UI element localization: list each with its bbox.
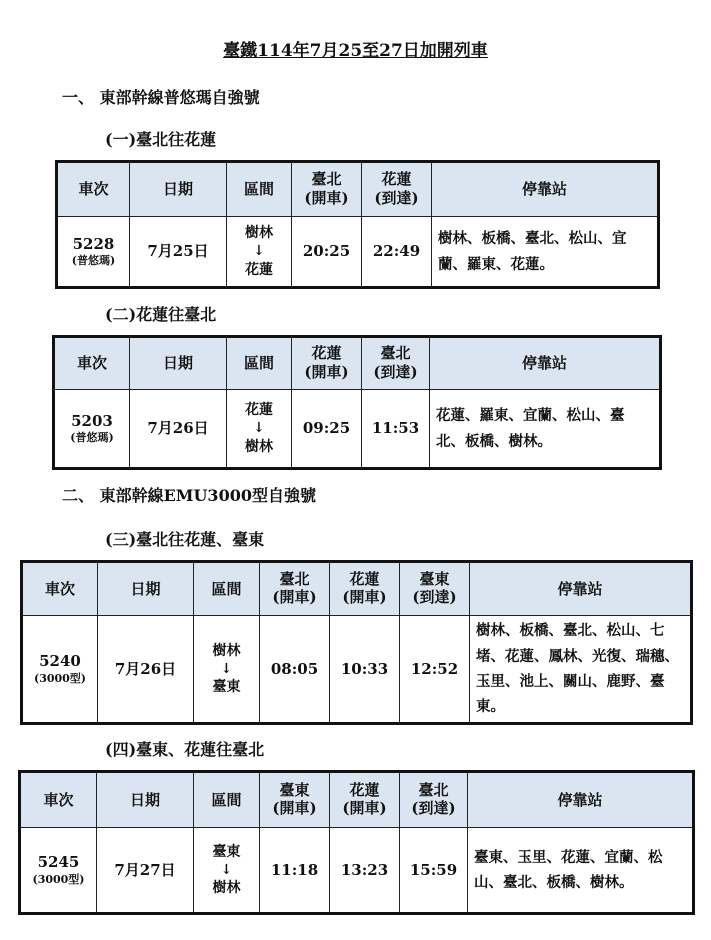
train-cell: [20, 828, 97, 914]
route-to: 臺東: [212, 679, 241, 696]
subheading-2: (二)花蓮往臺北: [105, 305, 217, 324]
column-header: 車次: [22, 562, 98, 616]
route-from: 臺東: [212, 843, 241, 860]
column-header: [330, 772, 400, 828]
section-heading-1: 一、 東部幹線普悠瑪自強號: [62, 88, 260, 107]
train-number: 5228: [72, 234, 115, 253]
column-header-label: 花蓮(開車): [304, 344, 349, 381]
arrow-down-icon: ↓: [253, 420, 265, 437]
column-header: 停靠站: [432, 162, 659, 217]
route-to: 樹林: [212, 880, 241, 897]
train-type: (3000型): [33, 671, 87, 685]
column-header: [292, 162, 362, 217]
route-to: 花蓮: [245, 261, 273, 278]
header-row: [22, 562, 692, 616]
stops-cell: 花蓮、羅東、宜蘭、松山、臺北、板橋、樹林。: [430, 390, 661, 469]
column-header: 停靠站: [470, 562, 692, 616]
date-cell: 7月26日: [98, 616, 194, 724]
arrow-down-icon: ↓: [220, 660, 233, 677]
column-header: [400, 772, 468, 828]
column-header: 日期: [130, 162, 227, 217]
column-header: [362, 162, 432, 217]
subheading-1: (一)臺北往花蓮: [105, 130, 217, 149]
column-header: 車次: [54, 337, 130, 390]
time-cell: 13:23: [330, 828, 400, 914]
column-header-label: 臺北(開車): [272, 569, 317, 607]
column-header: 日期: [97, 772, 194, 828]
schedule-table-2: [52, 335, 662, 470]
column-header: 區間: [194, 772, 260, 828]
table-row: [57, 217, 659, 288]
stops-cell: 樹林、板橋、臺北、松山、七堵、花蓮、鳳林、光復、瑞穗、玉里、池上、關山、鹿野、臺東。: [470, 616, 692, 724]
column-header-label: 花蓮(開車): [342, 780, 387, 818]
column-header-label: 臺東(開車): [272, 780, 317, 818]
column-header: [292, 337, 362, 390]
schedule-table-4: [18, 770, 695, 915]
time-cell: 12:52: [400, 616, 470, 724]
table-row: [54, 390, 661, 469]
train-type: (普悠瑪): [71, 254, 116, 268]
train-number: 5240: [39, 652, 81, 671]
column-header-label: 臺北(開車): [304, 170, 349, 207]
date-cell: 7月27日: [97, 828, 194, 914]
train-number: 5245: [37, 853, 80, 872]
stops-cell: 樹林、板橋、臺北、松山、宜蘭、羅東、花蓮。: [432, 217, 659, 288]
table-row: [22, 616, 692, 724]
column-header-label: 臺東(到達): [412, 569, 457, 607]
route-from: 樹林: [212, 642, 241, 659]
date-cell: 7月26日: [130, 390, 227, 469]
time-cell: 15:59: [400, 828, 468, 914]
route-cell: [194, 828, 260, 914]
column-header-label: 臺北(到達): [411, 780, 456, 818]
column-header: [330, 562, 400, 616]
schedule-table-1: [55, 160, 660, 289]
header-row: [57, 162, 659, 217]
arrow-down-icon: ↓: [253, 243, 265, 260]
column-header: 區間: [227, 162, 292, 217]
column-header: 日期: [130, 337, 227, 390]
column-header: [260, 772, 330, 828]
time-cell: 09:25: [292, 390, 362, 469]
train-number: 5203: [71, 411, 113, 430]
column-header: 車次: [57, 162, 130, 217]
stops-cell: 臺東、玉里、花蓮、宜蘭、松山、臺北、板橋、樹林。: [468, 828, 694, 914]
document-title: 臺鐵114年7月25至27日加開列車: [223, 41, 488, 61]
column-header: [400, 562, 470, 616]
route-to: 樹林: [245, 438, 273, 455]
column-header: [260, 562, 330, 616]
route-from: 花蓮: [245, 402, 273, 419]
time-cell: 22:49: [362, 217, 432, 288]
train-cell: [57, 217, 130, 288]
time-cell: 08:05: [260, 616, 330, 724]
train-type: (普悠瑪): [70, 431, 114, 445]
column-header: 車次: [20, 772, 97, 828]
route-from: 樹林: [245, 225, 273, 242]
subheading-3: (三)臺北往花蓮、臺東: [105, 530, 265, 549]
header-row: [54, 337, 661, 390]
column-header: [362, 337, 430, 390]
time-cell: 11:18: [260, 828, 330, 914]
train-cell: [54, 390, 130, 469]
schedule-table-3: [20, 560, 693, 725]
column-header: 區間: [227, 337, 292, 390]
column-header: 停靠站: [430, 337, 661, 390]
date-cell: 7月25日: [130, 217, 227, 288]
time-cell: 11:53: [362, 390, 430, 469]
column-header-label: 臺北(到達): [373, 344, 418, 381]
route-cell: [194, 616, 260, 724]
column-header: 區間: [194, 562, 260, 616]
header-row: [20, 772, 694, 828]
route-cell: [227, 390, 292, 469]
route-cell: [227, 217, 292, 288]
subheading-4: (四)臺東、花蓮往臺北: [105, 740, 265, 759]
section-heading-2: 二、 東部幹線EMU3000型自強號: [62, 486, 316, 505]
column-header-label: 花蓮(開車): [342, 569, 387, 607]
column-header: 停靠站: [468, 772, 694, 828]
table-row: [20, 828, 694, 914]
train-type: (3000型): [32, 872, 85, 886]
arrow-down-icon: ↓: [220, 861, 233, 878]
time-cell: 10:33: [330, 616, 400, 724]
column-header: 日期: [98, 562, 194, 616]
time-cell: 20:25: [292, 217, 362, 288]
train-cell: [22, 616, 98, 724]
column-header-label: 花蓮(到達): [374, 170, 419, 207]
